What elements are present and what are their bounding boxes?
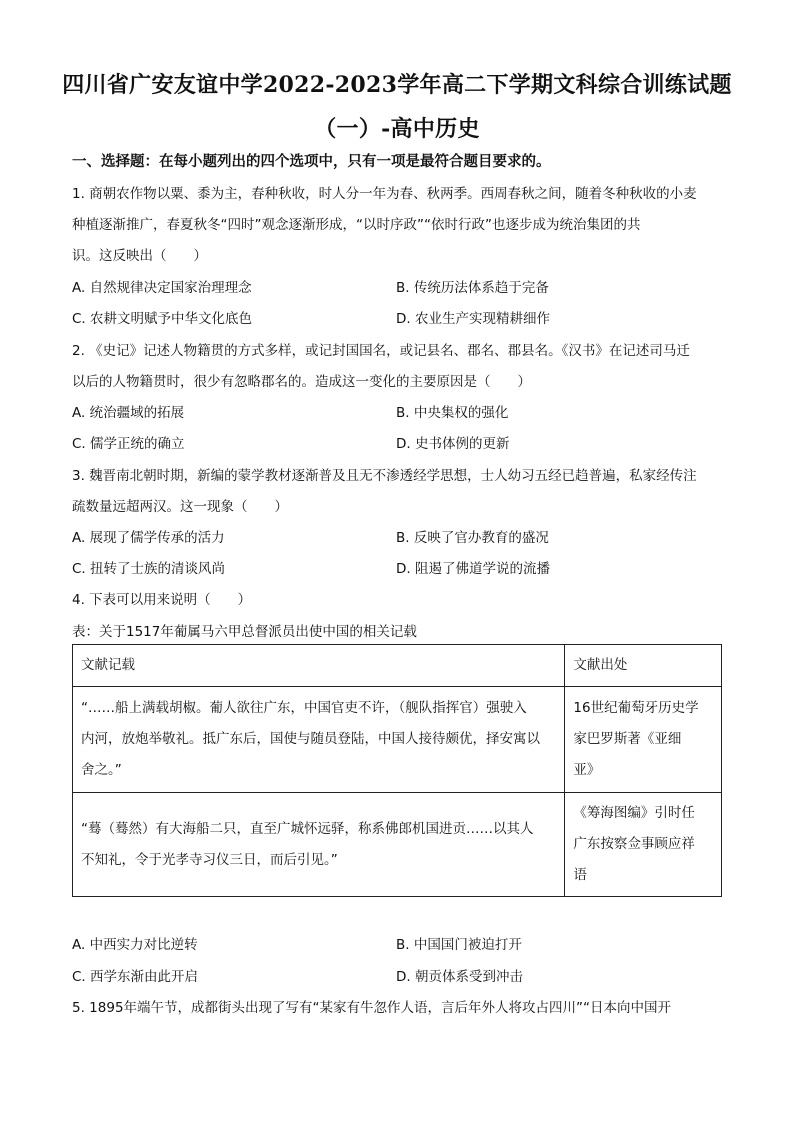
source-cell	[565, 687, 722, 793]
source-text-line: 语	[573, 867, 587, 883]
q1-stem-line: 识。这反映出（ ）	[72, 248, 207, 264]
record-text-line: “……船上满载胡椒。葡人欲往广东，中国官吏不许，（舰队指挥官）强驶入	[81, 700, 527, 716]
table-header-cell: 文献记载	[73, 645, 565, 687]
source-text-line: 《筹海图编》引时任	[573, 805, 695, 821]
source-text-line: 16世纪葡萄牙历史学	[573, 700, 699, 716]
q1-stem-line: 1. 商朝农作物以粟、黍为主，春种秋收，时人分一年为春、秋两季。西周春秋之间，随着冬种秋收的小麦	[72, 186, 697, 202]
q4-option-a: A. 中西实力对比逆转	[72, 937, 198, 953]
q2-option-d: D. 史书体例的更新	[396, 436, 510, 452]
q4-option-c: C. 西学东渐由此开启	[72, 969, 199, 985]
q3-option-d: D. 阻遏了佛道学说的流播	[396, 561, 550, 577]
table-row	[73, 687, 722, 793]
q2-option-b: B. 中央集权的强化	[396, 405, 509, 421]
source-text-line: 广东按察佥事顾应祥	[573, 836, 695, 852]
record-text-line: 舍之。”	[81, 762, 122, 778]
q1-option-b: B. 传统历法体系趋于完备	[396, 280, 549, 296]
record-text-line: 不知礼，令于光孝寺习仪三日，而后引见。”	[81, 851, 338, 868]
q4-option-d: D. 朝贡体系受到冲击	[396, 969, 523, 985]
section-heading: 一、选择题：在每小题列出的四个选项中，只有一项是最符合题目要求的。	[72, 153, 551, 170]
q2-stem-line: 以后的人物籍贯时，很少有忽略郡名的。造成这一变化的主要原因是（ ）	[72, 374, 531, 390]
q3-stem-line: 3. 魏晋南北朝时期，新编的蒙学教材逐渐普及且无不渗透经学思想，士人幼习五经已趋普遍，私家经传注	[72, 468, 697, 484]
q3-option-c: C. 扭转了士族的清谈风尚	[72, 561, 226, 577]
q1-stem-line: 种植逐渐推广，春夏秋冬“四时”观念逐渐形成，“以时序政”“依时行政”也逐步成为统治集团的共	[72, 217, 641, 233]
q3-option-a: A. 展现了儒学传承的活力	[72, 530, 225, 546]
records-table	[72, 644, 722, 897]
q2-stem-line: 2. 《史记》记述人物籍贯的方式多样，或记封国国名，或记县名、郡名、郡县名。《汉书》在记述司马迁	[72, 343, 690, 359]
q3-option-b: B. 反映了官办教育的盛况	[396, 530, 549, 546]
exam-title-line2: （一）-高中历史	[314, 116, 480, 142]
record-text-line: 内河，放炮举敬礼。抵广东后，国使与随员登陆，中国人接待颇优，择安寓以	[81, 731, 540, 747]
q2-option-c: C. 儒学正统的确立	[72, 436, 185, 452]
q1-option-d: D. 农业生产实现精耕细作	[396, 311, 550, 327]
table-header-cell: 文献出处	[565, 645, 722, 687]
q5-stem-line: 5. 1895年端午节，成都街头出现了写有“某家有牛忽作人语，言后年外人将攻占四川”“日本向中国开	[72, 1000, 672, 1016]
table-row	[73, 793, 722, 897]
q2-option-a: A. 统治疆域的拓展	[72, 405, 185, 421]
q4-option-b: B. 中国国门被迫打开	[396, 937, 522, 953]
exam-title-line1: 四川省广安友谊中学2022-2023学年高二下学期文科综合训练试题	[62, 72, 732, 98]
source-text-line: 家巴罗斯著《亚细	[573, 731, 682, 747]
q3-stem-line: 疏数量远超两汉。这一现象（ ）	[72, 499, 288, 515]
table-header-row	[73, 645, 722, 687]
source-text-line: 亚》	[573, 762, 601, 778]
record-text-line: “蓦（蓦然）有大海船二只，直至广城怀远驿，称系佛郎机国进贡……以其人	[81, 820, 534, 837]
q1-option-a: A. 自然规律决定国家治理理念	[72, 280, 252, 296]
q4-table-caption: 表：关于1517年葡属马六甲总督派员出使中国的相关记载	[72, 624, 417, 640]
record-cell	[73, 687, 565, 793]
q1-option-c: C. 农耕文明赋予中华文化底色	[72, 311, 253, 327]
record-cell	[73, 793, 565, 897]
source-cell	[565, 793, 722, 897]
q4-stem: 4. 下表可以用来说明（ ）	[72, 592, 252, 608]
